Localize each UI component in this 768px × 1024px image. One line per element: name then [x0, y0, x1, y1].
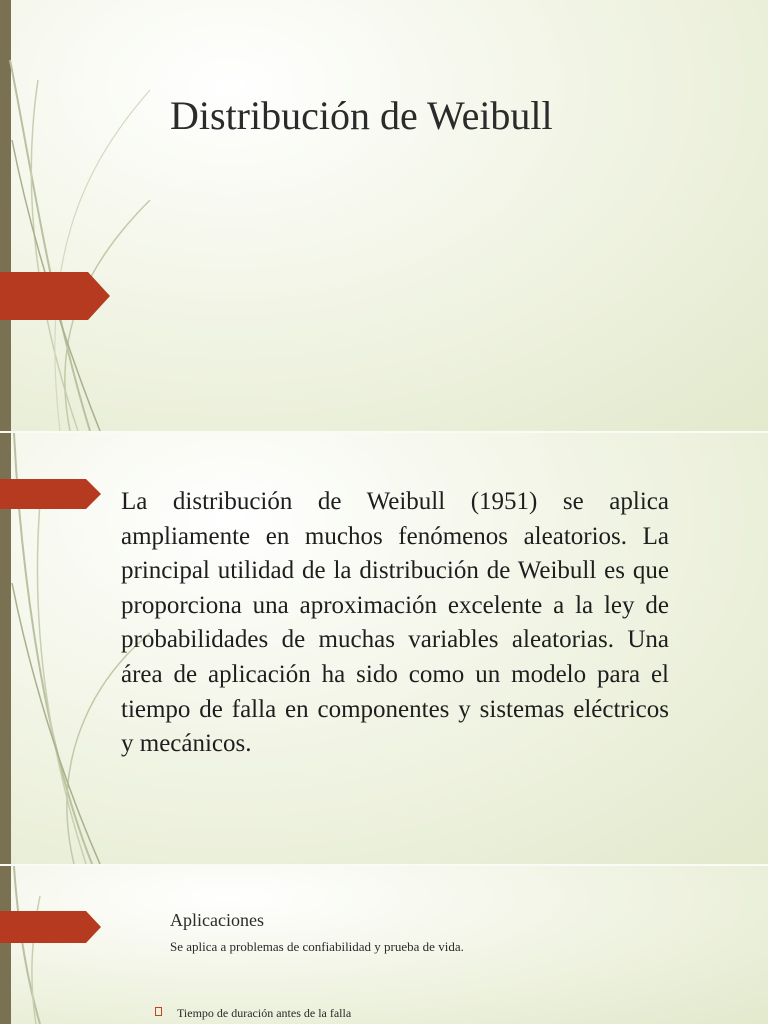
square-bullet-icon [155, 1007, 162, 1016]
red-arrow-tab [0, 911, 101, 943]
red-arrow-tab [0, 272, 110, 320]
applications-text: Se aplica a problemas de confiabilidad y prueba de vida. [170, 939, 464, 954]
red-arrow-tab [0, 479, 101, 509]
slide-description [0, 433, 768, 864]
slide-applications [0, 866, 768, 1024]
bullet-item [155, 1006, 351, 1021]
description-paragraph: La distribución de Weibull (1951) se aplica ampliamente en muchos fenómenos aleatorios. La principal utilidad de la distribución de Weibull es que proporciona una aproximación excelente a la ley de probabilidades de muchas variables aleatorias. Una área de aplicación ha sido como un modelo para el tiempo de falla en componentes y sistemas eléctricos y mecánicos. [121, 488, 669, 758]
decorative-curves [0, 0, 200, 431]
slide-title-text: Distribución de Weibull [170, 93, 553, 138]
applications-heading: Aplicaciones [170, 910, 264, 930]
slide-title [0, 0, 768, 431]
bullet-text: Tiempo de duración antes de la falla [177, 1006, 352, 1020]
